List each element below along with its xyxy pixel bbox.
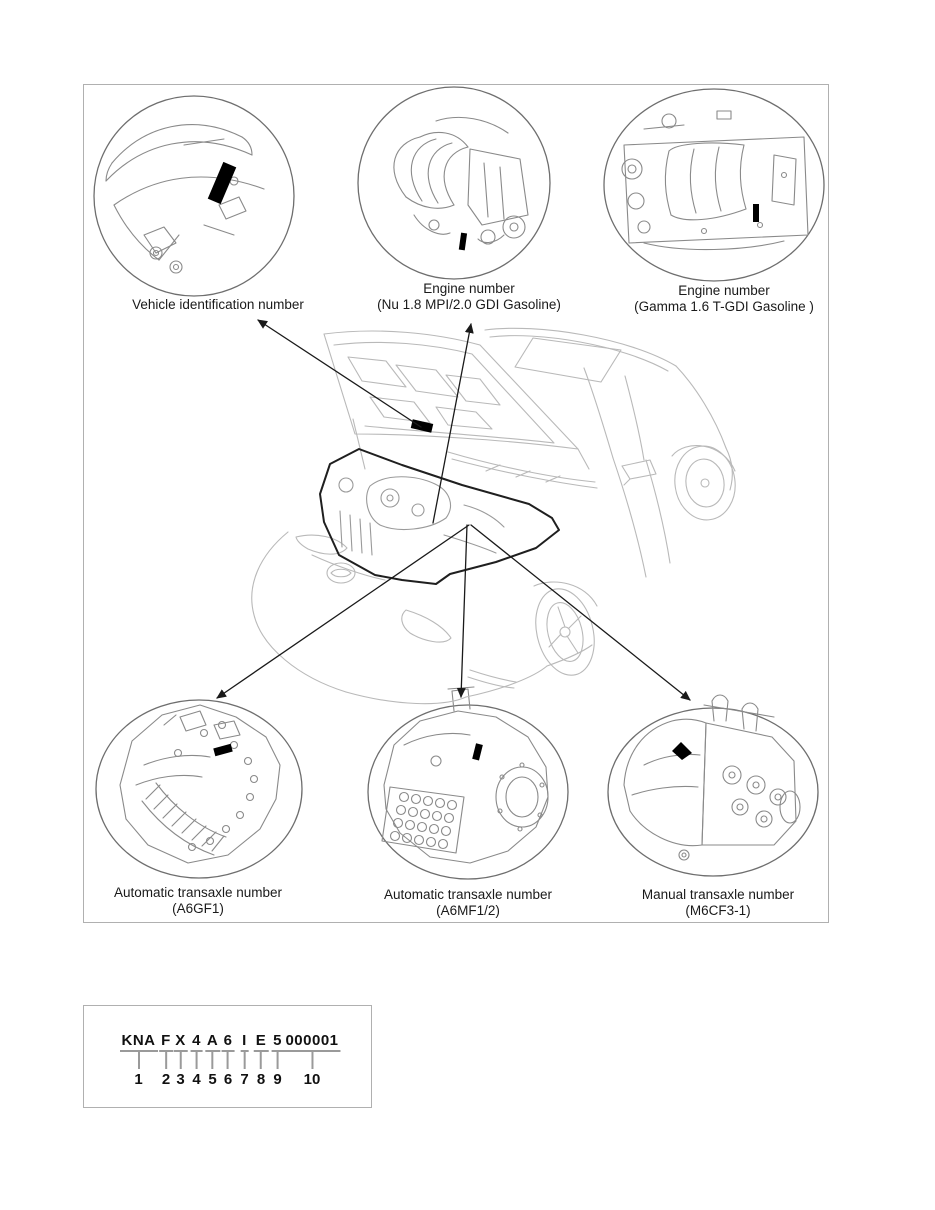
vin-code: A xyxy=(205,1032,220,1052)
vin-position: 6 xyxy=(223,1071,233,1088)
transaxle-number-marker-a6gf1 xyxy=(213,744,232,756)
vin-group xyxy=(173,1032,188,1088)
callout-circle-engine-nu xyxy=(358,87,550,279)
callout-label-at-a6gf1 xyxy=(114,885,282,917)
car-sketch xyxy=(252,328,740,703)
vin-position: 5 xyxy=(208,1071,217,1088)
label-line: Vehicle identification number xyxy=(132,297,304,312)
leader-arrow-mt-m6cf31 xyxy=(471,525,690,700)
vin-connector-line xyxy=(227,1052,229,1069)
vin-group xyxy=(205,1032,220,1088)
engine-nu-sketch xyxy=(394,117,528,250)
vin-position: 4 xyxy=(192,1071,201,1088)
callout-circle-engine-gamma xyxy=(604,89,824,281)
leader-arrow-engine-nu xyxy=(433,324,471,523)
vin-code: I xyxy=(240,1032,249,1052)
callout-label-at-a6mf12 xyxy=(384,887,552,919)
vin-code: KNA xyxy=(120,1032,158,1052)
label-line: (A6MF1/2) xyxy=(436,903,500,918)
vin-group xyxy=(159,1032,173,1088)
vin-code: E xyxy=(254,1032,269,1052)
vin-position: 1 xyxy=(134,1071,143,1088)
vin-code: 5 xyxy=(271,1032,284,1052)
label-line: (M6CF3-1) xyxy=(685,903,751,918)
callout-circle-vin xyxy=(94,96,294,296)
vin-connector-line xyxy=(260,1052,262,1069)
vin-position: 10 xyxy=(303,1071,321,1088)
label-line: Automatic transaxle number xyxy=(383,887,553,902)
transaxle-number-marker-m6cf31 xyxy=(672,742,692,760)
vin-group xyxy=(283,1032,340,1088)
label-line: (Nu 1.8 MPI/2.0 GDI Gasoline) xyxy=(377,297,561,312)
vin-decoder-box xyxy=(83,1005,372,1108)
label-line: Engine number xyxy=(678,283,770,298)
engine-number-marker-nu xyxy=(459,233,467,251)
transaxle-number-marker-a6mf12 xyxy=(472,743,483,760)
vin-code: 6 xyxy=(222,1032,235,1052)
label-line: (Gamma 1.6 T-GDI Gasoline ) xyxy=(634,299,814,314)
vin-group xyxy=(190,1032,203,1088)
engine-gamma-sketch xyxy=(622,111,808,250)
label-line: Manual transaxle number xyxy=(641,887,795,902)
label-line: Engine number xyxy=(423,281,515,296)
vin-position: 2 xyxy=(161,1071,171,1088)
leader-arrow-vin xyxy=(258,320,421,427)
leader-arrow-at-a6mf12 xyxy=(461,525,467,697)
transaxle-m6cf31-sketch xyxy=(624,695,800,860)
vin-connector-line xyxy=(277,1052,279,1069)
engine-number-marker-gamma xyxy=(753,204,759,222)
vin-position: 9 xyxy=(273,1071,282,1088)
vin-code: 4 xyxy=(190,1032,203,1052)
vin-plate-sketch xyxy=(106,125,264,273)
vin-connector-line xyxy=(311,1052,313,1069)
engine-bay-outline xyxy=(320,449,559,584)
vin-connector-line xyxy=(243,1052,245,1069)
vin-group xyxy=(240,1032,249,1088)
vin-code: X xyxy=(173,1032,188,1052)
callout-label-vin xyxy=(132,297,304,313)
vin-connector-line xyxy=(179,1052,181,1069)
vin-group xyxy=(120,1032,158,1088)
vin-group xyxy=(254,1032,269,1088)
vin-code: F xyxy=(159,1032,173,1052)
vin-position: 3 xyxy=(176,1071,185,1088)
vin-position: 7 xyxy=(240,1071,249,1088)
callout-label-engine-nu xyxy=(377,281,561,313)
callout-label-mt-m6cf31 xyxy=(642,887,794,919)
callout-label-engine-gamma xyxy=(634,283,814,315)
vin-connector-line xyxy=(165,1052,167,1069)
vin-connector-line xyxy=(138,1052,140,1069)
vin-group xyxy=(222,1032,235,1088)
vin-code: 000001 xyxy=(283,1032,340,1052)
component-location-figure xyxy=(83,84,829,923)
vin-connector-line xyxy=(212,1052,214,1069)
label-line: Automatic transaxle number xyxy=(113,885,283,900)
vin-group xyxy=(271,1032,284,1088)
figure-illustration xyxy=(84,85,830,924)
label-line: (A6GF1) xyxy=(172,901,224,916)
vin-connector-line xyxy=(196,1052,198,1069)
vin-plate-marker xyxy=(208,162,237,204)
vin-position: 8 xyxy=(256,1071,266,1088)
transaxle-a6mf12-sketch xyxy=(382,687,548,863)
transaxle-a6gf1-sketch xyxy=(120,705,280,863)
